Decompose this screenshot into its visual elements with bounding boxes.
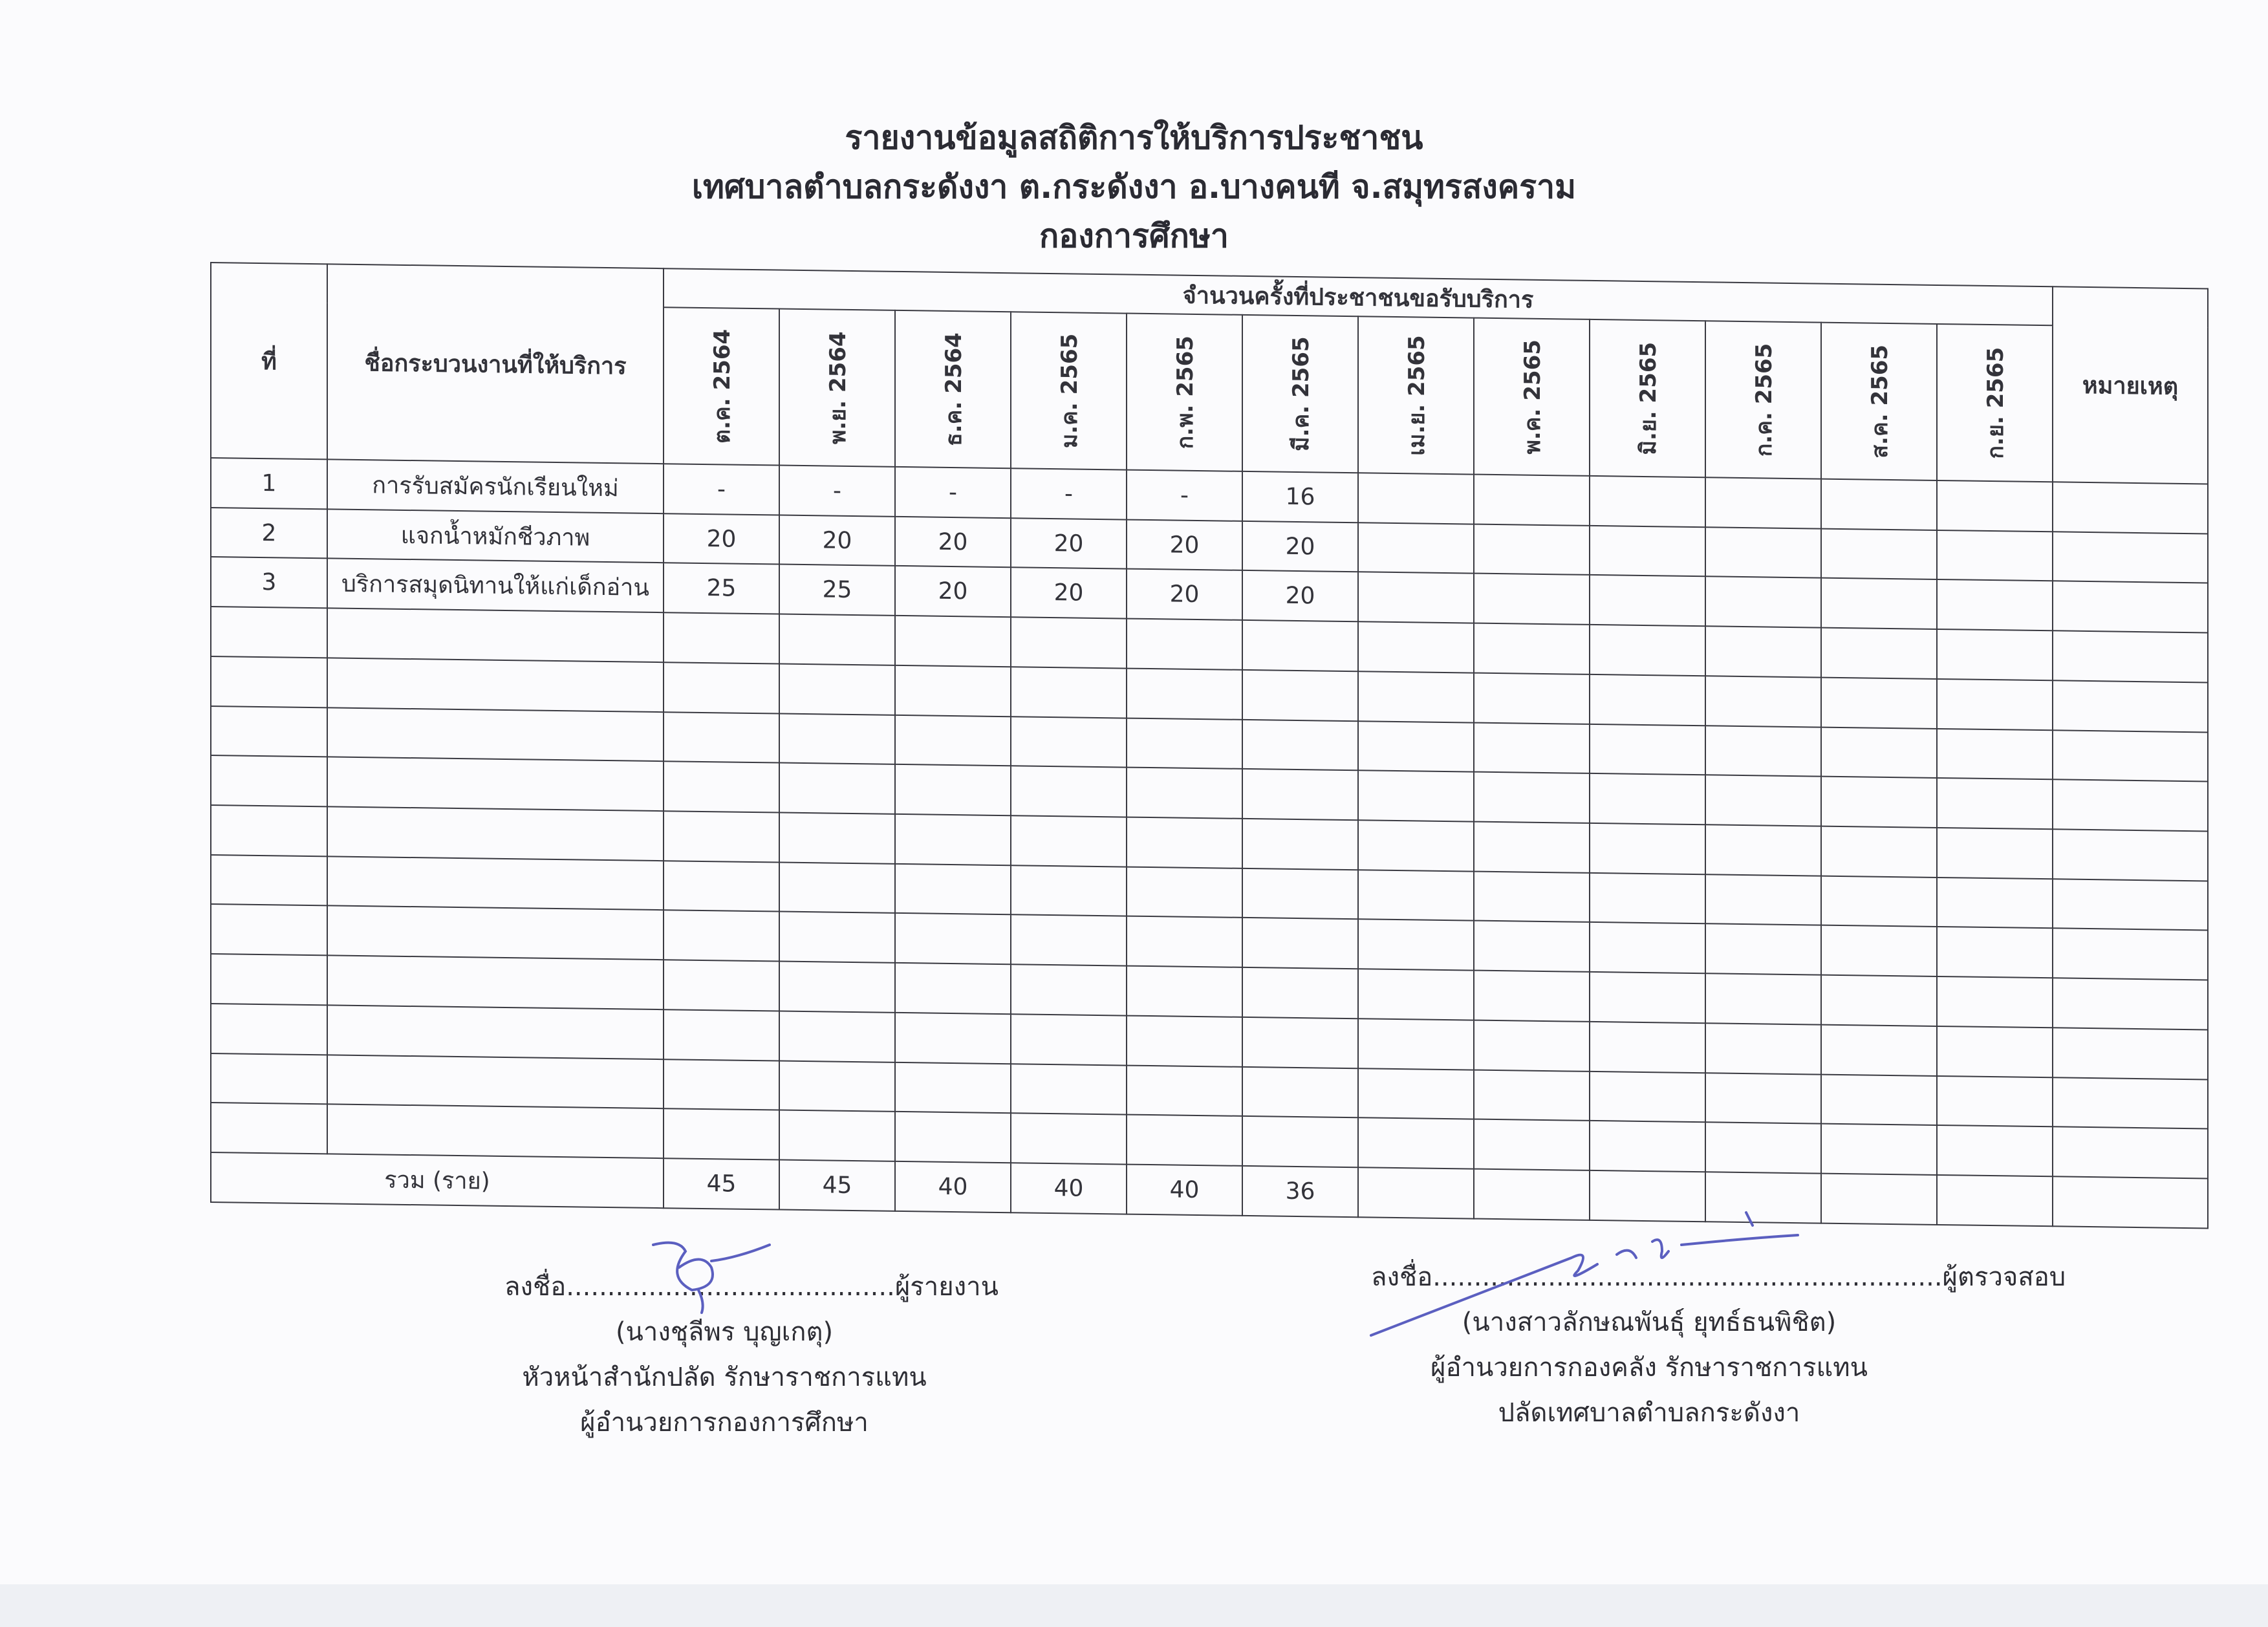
empty-cell xyxy=(1821,677,1937,728)
service-name: บริการสมุดนิทานให้แก่เด็กอ่าน xyxy=(327,559,664,613)
empty-cell xyxy=(327,906,664,960)
empty-cell xyxy=(1937,976,2053,1028)
empty-cell xyxy=(1358,920,1474,971)
empty-cell xyxy=(1590,674,1705,726)
reporter-title: หัวหน้าสำนักปลัด รักษาราชการแทน xyxy=(522,1363,927,1392)
empty-cell xyxy=(1474,722,1590,773)
statistics-table xyxy=(210,262,2209,1229)
empty-cell xyxy=(1705,676,1821,727)
empty-cell xyxy=(779,862,895,913)
totals-label: รวม (ราย) xyxy=(211,1152,664,1208)
month-value-cell xyxy=(1590,476,1705,527)
total-value-cell xyxy=(1821,1174,1937,1225)
month-label: เม.ย. 2565 xyxy=(1403,335,1430,456)
total-value-cell: 40 xyxy=(895,1161,1011,1212)
empty-cell xyxy=(1242,769,1358,820)
empty-cell xyxy=(1242,918,1358,969)
column-header-month xyxy=(1474,318,1590,476)
column-group-header: จำนวนครั้งที่ประชาชนขอรับบริการ xyxy=(664,268,2053,325)
empty-cell xyxy=(1358,771,1474,822)
remark-cell xyxy=(2053,1176,2208,1228)
empty-cell xyxy=(779,1061,895,1112)
empty-cell xyxy=(1937,1125,2053,1176)
empty-cell xyxy=(895,616,1011,667)
empty-cell xyxy=(1127,668,1242,719)
empty-cell xyxy=(1590,1022,1705,1073)
month-value-cell xyxy=(1358,523,1474,574)
empty-cell xyxy=(1358,1118,1474,1169)
empty-cell xyxy=(779,912,895,963)
month-value-cell xyxy=(1937,530,2053,581)
empty-cell xyxy=(1011,766,1127,817)
month-value-cell xyxy=(1590,575,1705,626)
month-value-cell: 16 xyxy=(1242,471,1358,523)
month-value-cell xyxy=(1705,477,1821,528)
month-label: ก.พ. 2565 xyxy=(1172,335,1198,449)
empty-cell xyxy=(327,707,664,762)
empty-cell xyxy=(327,1005,664,1059)
empty-cell xyxy=(2053,680,2208,732)
empty-cell xyxy=(327,1055,664,1109)
empty-cell xyxy=(1011,617,1127,668)
empty-cell xyxy=(779,813,895,864)
empty-cell xyxy=(1590,972,1705,1023)
report-division: กองการศึกษา xyxy=(1039,217,1229,255)
month-value-cell: 20 xyxy=(1242,521,1358,572)
total-value-cell: 40 xyxy=(1011,1163,1127,1214)
empty-cell xyxy=(1821,826,1937,878)
empty-cell xyxy=(1705,924,1821,975)
empty-cell xyxy=(1705,824,1821,876)
empty-cell xyxy=(211,1103,327,1154)
empty-cell xyxy=(1705,1123,1821,1174)
checker-title-2: ปลัดเทศบาลตำบลกระดังงา xyxy=(1498,1398,1800,1428)
month-label: ก.ย. 2565 xyxy=(1982,347,2009,459)
empty-cell xyxy=(895,1062,1011,1113)
empty-cell xyxy=(1474,871,1590,922)
month-value-cell xyxy=(1474,574,1590,625)
total-value-cell: 45 xyxy=(664,1158,779,1209)
empty-cell xyxy=(211,755,327,806)
total-value-cell xyxy=(1937,1175,2053,1226)
empty-cell xyxy=(2053,879,2208,931)
empty-cell xyxy=(1937,828,2053,879)
month-value-cell xyxy=(1821,479,1937,530)
empty-cell xyxy=(1937,729,2053,780)
empty-cell xyxy=(1011,815,1127,867)
empty-cell xyxy=(895,715,1011,766)
empty-cell xyxy=(1474,1020,1590,1071)
service-name: การรับสมัครนักเรียนใหม่ xyxy=(327,459,664,513)
empty-cell xyxy=(1358,671,1474,722)
month-label: มิ.ย. 2565 xyxy=(1635,341,1661,455)
reporter-role: ผู้รายงาน xyxy=(894,1272,999,1302)
empty-cell xyxy=(1821,727,1937,778)
empty-cell xyxy=(1127,1115,1242,1166)
empty-cell xyxy=(1358,1018,1474,1070)
empty-cell xyxy=(1242,1017,1358,1068)
month-value-cell: - xyxy=(779,466,895,517)
reporter-title-2: ผู้อำนวยการกองการศึกษา xyxy=(580,1408,869,1438)
empty-cell xyxy=(2053,829,2208,881)
empty-cell xyxy=(779,713,895,764)
empty-cell xyxy=(2053,978,2208,1029)
empty-cell xyxy=(1821,777,1937,828)
month-value-cell: 20 xyxy=(664,513,779,565)
month-value-cell: 20 xyxy=(779,515,895,566)
empty-cell xyxy=(895,814,1011,865)
empty-cell xyxy=(1821,1025,1937,1076)
empty-cell xyxy=(1127,1065,1242,1116)
empty-cell xyxy=(211,904,327,955)
checker-handwritten-signature xyxy=(1358,1200,1811,1348)
service-name: แจกน้ำหมักชีวภาพ xyxy=(327,509,664,563)
empty-cell xyxy=(1011,1014,1127,1065)
month-value-cell: - xyxy=(664,464,779,515)
month-value-cell: 20 xyxy=(1127,519,1242,570)
empty-cell xyxy=(327,609,664,663)
reporter-handwritten-signature xyxy=(640,1232,789,1316)
total-value-cell: 36 xyxy=(1242,1166,1358,1217)
month-value-cell xyxy=(1705,577,1821,628)
empty-cell xyxy=(1821,975,1937,1026)
empty-cell xyxy=(1474,822,1590,873)
empty-cell xyxy=(1474,1070,1590,1121)
month-value-cell: 20 xyxy=(1242,570,1358,621)
month-value-cell: - xyxy=(1011,468,1127,519)
month-label: ธ.ค. 2564 xyxy=(940,332,967,447)
month-value-cell: - xyxy=(1127,470,1242,521)
sign-dots: ........................................ xyxy=(566,1272,895,1302)
empty-cell xyxy=(1474,673,1590,724)
empty-cell xyxy=(1127,966,1242,1017)
empty-cell xyxy=(1011,915,1127,966)
empty-cell xyxy=(664,712,779,763)
empty-cell xyxy=(1358,721,1474,772)
empty-cell xyxy=(1590,873,1705,924)
empty-cell xyxy=(779,763,895,814)
month-value-cell: 20 xyxy=(1127,569,1242,620)
empty-cell xyxy=(1011,667,1127,718)
checker-title: ผู้อำนวยการกองคลัง รักษาราชการแทน xyxy=(1431,1353,1868,1383)
empty-cell xyxy=(895,864,1011,915)
empty-cell xyxy=(1705,726,1821,777)
empty-cell xyxy=(664,1109,779,1160)
empty-cell xyxy=(2053,1077,2208,1129)
empty-cell xyxy=(895,1013,1011,1064)
empty-cell xyxy=(1590,1121,1705,1172)
empty-cell xyxy=(1358,969,1474,1020)
month-value-cell: 20 xyxy=(1011,518,1127,569)
empty-cell xyxy=(1127,817,1242,868)
month-value-cell: 25 xyxy=(664,563,779,614)
month-label: ม.ค. 2565 xyxy=(1056,333,1083,449)
empty-cell xyxy=(1937,927,2053,978)
month-value-cell xyxy=(1358,473,1474,524)
column-header-service-name: ชื่อกระบวนงานที่ให้บริการ xyxy=(327,264,664,464)
empty-cell xyxy=(664,1059,779,1110)
empty-cell xyxy=(1821,925,1937,976)
empty-cell xyxy=(1821,1074,1937,1125)
empty-cell xyxy=(895,1112,1011,1163)
empty-cell xyxy=(1127,768,1242,819)
empty-cell xyxy=(327,806,664,861)
empty-cell xyxy=(1821,628,1937,679)
empty-cell xyxy=(895,913,1011,964)
empty-cell xyxy=(1474,921,1590,972)
empty-cell xyxy=(1358,1068,1474,1119)
empty-cell xyxy=(211,1004,327,1055)
month-value-cell: - xyxy=(895,467,1011,518)
empty-cell xyxy=(1590,922,1705,973)
column-header-month xyxy=(1937,324,2053,482)
empty-cell xyxy=(1127,916,1242,967)
total-value-cell: 45 xyxy=(779,1160,895,1211)
empty-cell xyxy=(2053,1127,2208,1179)
empty-cell xyxy=(779,1011,895,1062)
empty-cell xyxy=(779,962,895,1013)
empty-cell xyxy=(1242,967,1358,1018)
reporter-name: (นางชุลีพร บุญเกตุ) xyxy=(615,1317,834,1347)
month-value-cell xyxy=(1590,526,1705,577)
empty-cell xyxy=(664,761,779,812)
empty-cell xyxy=(1705,626,1821,677)
column-header-month xyxy=(1358,316,1474,474)
column-header-month xyxy=(895,310,1011,468)
empty-cell xyxy=(2053,1028,2208,1079)
empty-cell xyxy=(211,805,327,856)
month-label: ต.ค. 2564 xyxy=(709,329,735,444)
month-value-cell xyxy=(1821,528,1937,579)
empty-cell xyxy=(1590,1072,1705,1123)
empty-cell xyxy=(211,1053,327,1104)
empty-cell xyxy=(1242,868,1358,920)
empty-cell xyxy=(327,956,664,1010)
month-value-cell xyxy=(1474,475,1590,526)
month-label: พ.ย. 2564 xyxy=(825,331,851,445)
empty-cell xyxy=(1127,1015,1242,1066)
empty-cell xyxy=(1937,679,2053,730)
empty-cell xyxy=(327,658,664,712)
empty-cell xyxy=(779,614,895,665)
empty-cell xyxy=(211,855,327,906)
empty-cell xyxy=(211,954,327,1005)
empty-cell xyxy=(1937,1076,2053,1127)
empty-cell xyxy=(1590,625,1705,676)
empty-cell xyxy=(211,706,327,757)
month-value-cell: 20 xyxy=(1011,568,1127,619)
empty-cell xyxy=(1242,1067,1358,1118)
empty-cell xyxy=(664,662,779,713)
empty-cell xyxy=(1127,619,1242,670)
empty-cell xyxy=(1937,1026,2053,1077)
scanner-edge xyxy=(0,1584,2268,1627)
empty-cell xyxy=(1821,1124,1937,1175)
report-title: รายงานข้อมูลสถิติการให้บริการประชาชน xyxy=(845,119,1423,156)
column-header-month xyxy=(664,307,779,465)
empty-cell xyxy=(2053,929,2208,980)
empty-cell xyxy=(779,663,895,715)
row-number: 1 xyxy=(211,458,327,509)
empty-cell xyxy=(895,665,1011,717)
checker-name: (นางสาวลักษณพันธุ์ ยุทธ์ธนพิชิต) xyxy=(1462,1308,1837,1337)
empty-cell xyxy=(895,764,1011,815)
empty-cell xyxy=(1358,870,1474,921)
sign-dots: .............................................................. xyxy=(1432,1262,1943,1292)
empty-cell xyxy=(1242,719,1358,770)
month-value-cell xyxy=(1937,480,2053,532)
month-value-cell xyxy=(1705,527,1821,578)
empty-cell xyxy=(1358,820,1474,871)
empty-cell xyxy=(1127,867,1242,918)
empty-cell xyxy=(664,861,779,912)
sign-prefix: ลงชื่อ xyxy=(1371,1262,1433,1292)
empty-cell xyxy=(664,960,779,1011)
empty-cell xyxy=(2053,780,2208,832)
empty-cell xyxy=(1705,874,1821,925)
empty-cell xyxy=(1011,964,1127,1015)
empty-cell xyxy=(1705,775,1821,826)
empty-cell xyxy=(1011,1114,1127,1165)
month-value-cell: 25 xyxy=(779,565,895,616)
empty-cell xyxy=(1590,773,1705,824)
empty-cell xyxy=(664,910,779,962)
report-organization: เทศบาลตำบลกระดังงา ต.กระดังงา อ.บางคนที จ.สมุทรสงคราม xyxy=(691,168,1577,206)
empty-cell xyxy=(664,811,779,862)
column-header-month xyxy=(1127,314,1242,471)
column-header-no: ที่ xyxy=(211,263,327,459)
month-value-cell xyxy=(1474,524,1590,575)
empty-cell xyxy=(1242,670,1358,721)
empty-cell xyxy=(211,607,327,658)
empty-cell xyxy=(779,1110,895,1161)
month-label: มี.ค. 2565 xyxy=(1288,336,1314,452)
column-header-month xyxy=(779,309,895,467)
empty-cell xyxy=(327,757,664,812)
empty-cell xyxy=(1474,623,1590,674)
month-value-cell: 20 xyxy=(895,517,1011,568)
empty-cell xyxy=(1705,973,1821,1024)
report-header xyxy=(0,113,2268,261)
empty-cell xyxy=(1937,778,2053,829)
remark-cell xyxy=(2053,532,2208,583)
month-value-cell xyxy=(1937,579,2053,630)
month-value-cell: 20 xyxy=(895,566,1011,617)
empty-cell xyxy=(1242,819,1358,870)
empty-cell xyxy=(1127,718,1242,769)
empty-cell xyxy=(1242,1116,1358,1167)
empty-cell xyxy=(1705,1023,1821,1074)
column-header-month xyxy=(1011,312,1127,469)
month-value-cell xyxy=(1358,572,1474,623)
month-value-cell xyxy=(1821,578,1937,629)
remark-cell xyxy=(2053,482,2208,533)
column-header-month xyxy=(1705,321,1821,479)
total-value-cell: 40 xyxy=(1127,1165,1242,1216)
empty-cell xyxy=(1937,878,2053,929)
empty-cell xyxy=(664,612,779,663)
empty-cell xyxy=(1011,865,1127,916)
empty-cell xyxy=(1474,971,1590,1022)
empty-cell xyxy=(1358,621,1474,673)
column-header-month xyxy=(1590,319,1705,477)
empty-cell xyxy=(1474,772,1590,823)
empty-cell xyxy=(211,656,327,707)
row-number: 2 xyxy=(211,508,327,559)
empty-cell xyxy=(2053,730,2208,782)
empty-cell xyxy=(895,963,1011,1014)
empty-cell xyxy=(1242,620,1358,671)
column-header-month xyxy=(1821,323,1937,480)
column-header-month xyxy=(1242,315,1358,473)
month-label: ส.ค. 2565 xyxy=(1866,344,1893,458)
empty-cell xyxy=(2053,630,2208,682)
empty-cell xyxy=(1590,724,1705,775)
empty-cell xyxy=(1011,1064,1127,1115)
empty-cell xyxy=(327,856,664,910)
empty-cell xyxy=(664,1009,779,1061)
empty-cell xyxy=(1821,876,1937,927)
empty-cell xyxy=(1474,1119,1590,1170)
empty-cell xyxy=(1937,629,2053,680)
row-number: 3 xyxy=(211,557,327,608)
checker-role: ผู้ตรวจสอบ xyxy=(1942,1262,2066,1292)
sign-prefix: ลงชื่อ xyxy=(504,1272,567,1302)
empty-cell xyxy=(327,1104,664,1159)
month-label: พ.ค. 2565 xyxy=(1519,339,1546,455)
month-label: ก.ค. 2565 xyxy=(1751,343,1777,457)
empty-cell xyxy=(1705,1073,1821,1124)
empty-cell xyxy=(1590,823,1705,874)
column-header-remark: หมายเหตุ xyxy=(2053,286,2208,484)
empty-cell xyxy=(1011,717,1127,768)
remark-cell xyxy=(2053,581,2208,633)
